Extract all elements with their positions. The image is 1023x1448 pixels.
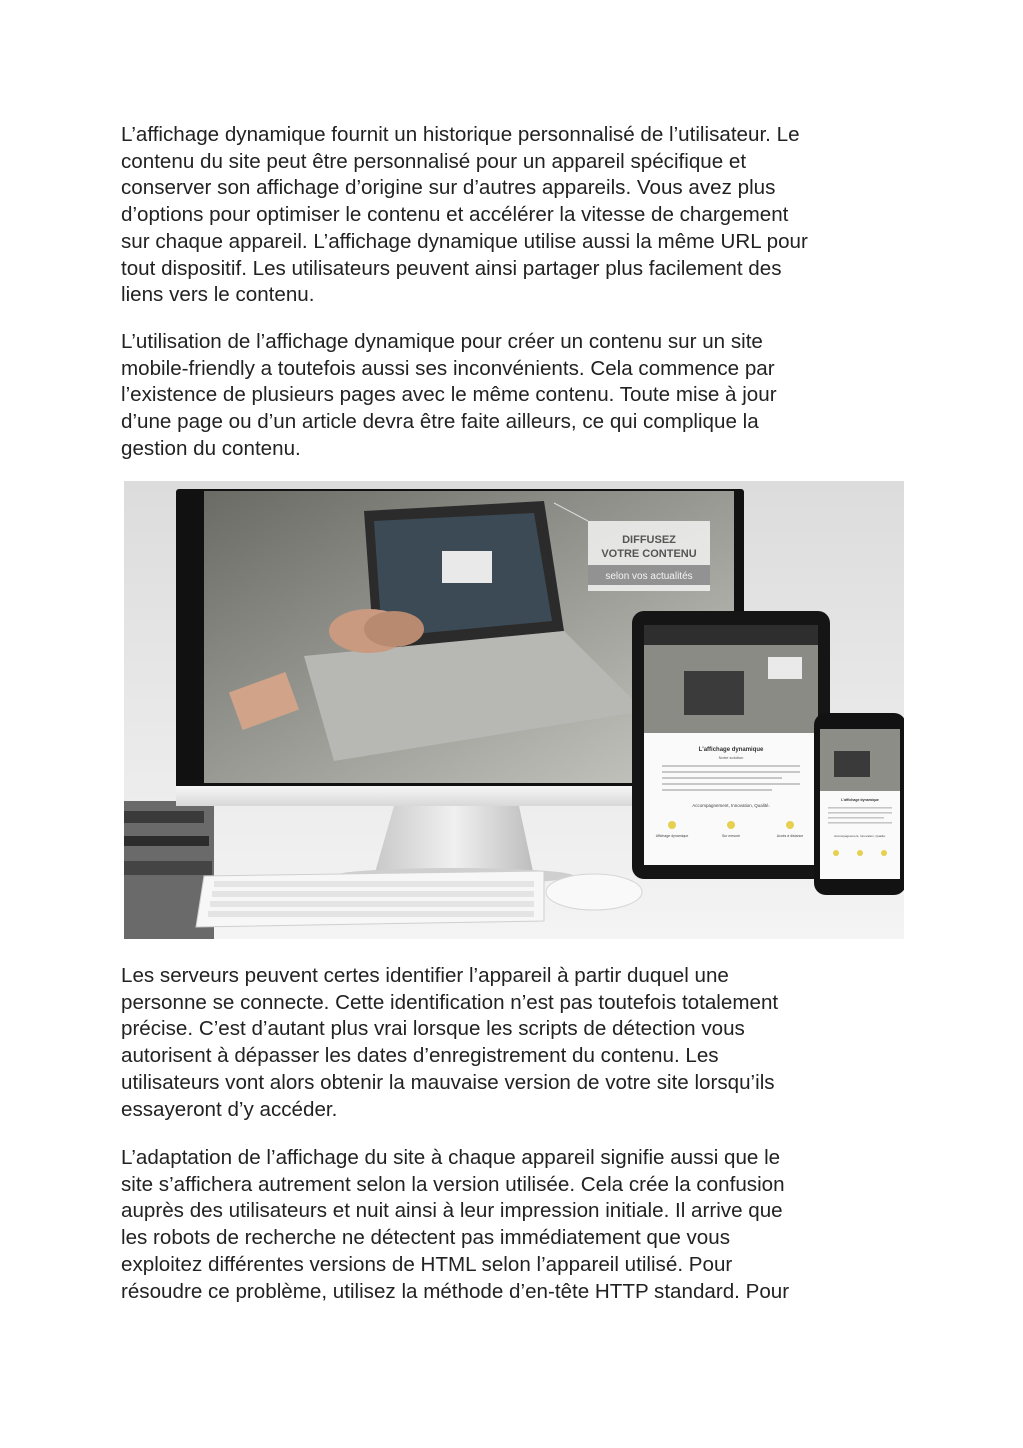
- paragraph-3: [121, 963, 911, 1123]
- tablet-subheading: Notre solution: [718, 755, 744, 760]
- paragraph-line: L’adaptation de l’affichage du site à chaque appareil signifie aussi que le: [121, 1146, 781, 1169]
- paragraph-line: utilisateurs vont alors obtenir la mauvaise version de votre site lorsqu’ils: [121, 1070, 775, 1094]
- banner-title: DIFFUSEZ: [622, 534, 676, 546]
- tablet-heading: L'affichage dynamique: [698, 747, 764, 753]
- paragraph-line: tout dispositif. Les utilisateurs peuvent ainsi partager plus facilement des: [121, 256, 782, 280]
- paragraph-line: gestion du contenu.: [121, 436, 301, 460]
- devices-photo: [124, 481, 904, 939]
- paragraph-line: site s’affichera autrement selon la version utilisée. Cela crée la confusion: [121, 1172, 785, 1196]
- paragraph-line: Les serveurs peuvent certes identifier l’appareil à partir duquel une: [121, 964, 729, 987]
- banner-subtitle: selon vos actualités: [605, 571, 693, 582]
- paragraph-line: essayeront d’y accéder.: [121, 1097, 338, 1121]
- paragraph-line: exploitez différentes versions de HTML selon l’appareil utilisé. Pour: [121, 1252, 733, 1276]
- paragraph-line: d’options pour optimiser le contenu et accélérer la vitesse de chargement: [121, 203, 789, 227]
- tablet-feature-label: Accès à distance: [776, 834, 804, 838]
- paragraph-line: contenu du site peut être personnalisé pour un appareil spécifique et: [121, 149, 747, 173]
- paragraph-line: mobile-friendly a toutefois aussi ses inconvénients. Cela commence par: [121, 356, 775, 380]
- paragraph-line: sur chaque appareil. L’affichage dynamique utilise aussi la même URL pour: [121, 229, 808, 253]
- phone-heading: L'affichage dynamique: [841, 798, 879, 802]
- paragraph-1: [121, 122, 911, 309]
- tablet: [632, 611, 830, 879]
- paragraph-line: auprès des utilisateurs et nuit ainsi à leur impression initiale. Il arrive que: [121, 1199, 783, 1223]
- devices-illustration: [124, 481, 904, 939]
- paragraph-line: conserver son affichage d’origine sur d’autres appareils. Vous avez plus: [121, 176, 776, 200]
- paragraph-2: [121, 329, 911, 463]
- phone: [814, 713, 904, 895]
- banner-title-2: VOTRE CONTENU: [601, 548, 697, 560]
- paragraph-line: précise. C’est d’autant plus vrai lorsque les scripts de détection vous: [121, 1017, 745, 1041]
- phone-tagline: Accompagnement, Innovation, Qualité.: [834, 834, 886, 838]
- tablet-feature-label: Affichage dynamique: [655, 834, 689, 838]
- feature-icon: [786, 821, 794, 829]
- feature-icon: [668, 821, 676, 829]
- keyboard: [196, 871, 544, 927]
- paragraph-4: [121, 1145, 911, 1305]
- tablet-feature-label: Sur mesure: [721, 834, 741, 838]
- paragraph-line: l’existence de plusieurs pages avec le même contenu. Toute mise à jour: [121, 383, 777, 407]
- paragraph-line: autorisent à dépasser les dates d’enregistrement du contenu. Les: [121, 1044, 719, 1068]
- paragraph-line: personne se connecte. Cette identification n’est pas toutefois totalement: [121, 990, 779, 1014]
- monitor-stand: [374, 806, 534, 876]
- feature-icon: [727, 821, 735, 829]
- paragraph-line: liens vers le contenu.: [121, 283, 315, 307]
- mouse: [546, 874, 642, 910]
- paragraph-line: les robots de recherche ne détectent pas immédiatement que vous: [121, 1226, 731, 1250]
- paragraph-line: d’une page ou d’un article devra être faite ailleurs, ce qui complique la: [121, 410, 759, 434]
- paragraph-line: L’utilisation de l’affichage dynamique pour créer un contenu sur un site: [121, 330, 763, 353]
- tablet-tagline: Accompagnement, Innovation, Qualité.: [692, 803, 770, 808]
- paragraph-line: L’affichage dynamique fournit un historique personnalisé de l’utilisateur. Le: [121, 123, 800, 146]
- paragraph-line: résoudre ce problème, utilisez la méthode d’en-tête HTTP standard. Pour: [121, 1279, 790, 1303]
